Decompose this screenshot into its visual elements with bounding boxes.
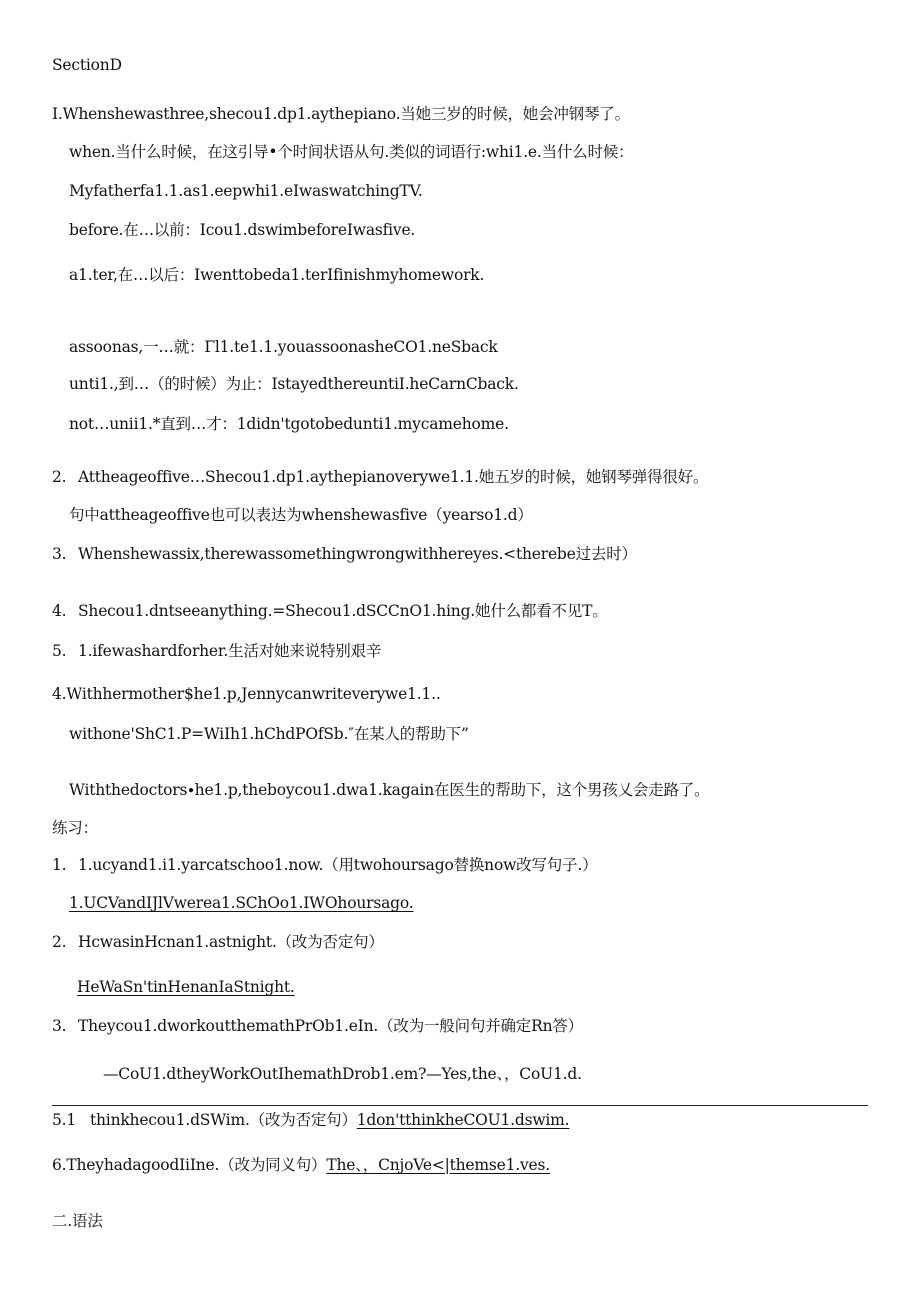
exercise-heading: 练习：: [52, 819, 98, 837]
point-2-text: Attheageoffive…Shecou1.dp1.aythepianoverywe1.1.她五岁的时候，她钢琴弹得很好。: [78, 468, 709, 486]
exercise-6: [52, 1155, 550, 1175]
exercise-3: [52, 1016, 583, 1036]
point-5: [52, 641, 381, 661]
point-2-note: 句中attheageoffive也可以表达为whenshewasfive（yearso1.d）: [69, 506, 533, 524]
example-after: a1.ter,在…以后：Iwenttobeda1.terIfinishmyhomework.: [69, 266, 485, 284]
example-assoonas: assoonas,一…就：Γl1.te1.1.youassoonasheCO1.neSback: [69, 338, 498, 356]
divider-line: [52, 1105, 868, 1106]
point-5-number: 5.: [52, 642, 67, 660]
point-1: I.Whenshewasthree,shecou1.dp1.aythepiano.当她三岁的时候，她会冲钢琴了。: [52, 105, 630, 123]
point-4-text: Shecou1.dntseeanything.=Shecou1.dSCCnO1.hing.她什么都看不见T。: [78, 602, 608, 620]
point-3-text: Whenshewassix,therewassomethingwrongwithhereyes.<therebe过去时）: [78, 545, 637, 563]
exercise-3-text: Theycou1.dworkoutthemathPrOb1.eIn.（改为一般问句并确定Rn答）: [78, 1017, 583, 1035]
exercise-5-text: thinkhecou1.dSWim.（改为否定句）: [90, 1111, 357, 1129]
exercise-3-answer: —CoU1.dtheyWorkOutIhemathDrob1.em?—Yes,the、，CoU1.d.: [103, 1065, 582, 1083]
exercise-1-text: 1.ucyand1.i1.yarcatschoo1.now.（用twohoursago替换now改写句子.）: [78, 856, 598, 874]
point-4-number: 4.: [52, 602, 67, 620]
example-while: Myfatherfa1.1.as1.eepwhi1.eIwaswatchingTV.: [69, 182, 423, 200]
exercise-5-number: 5.1: [52, 1111, 77, 1129]
point-3-number: 3.: [52, 545, 67, 563]
exercise-2-text: HcwasinHcnan1.astnight.（改为否定句）: [78, 933, 384, 951]
point-2: [52, 467, 708, 487]
exercise-2-answer: HeWaSn'tinHenanIaStnight.: [77, 978, 295, 996]
exercise-1: [52, 855, 597, 875]
point-with-help: 4.Withhermother$he1.p,Jennycanwriteverywe1.1..: [52, 685, 441, 703]
example-not-until: not…unii1.*直到…才：1didn'tgotobedunti1.mycamehome.: [69, 415, 509, 433]
exercise-1-answer: 1.UCVandIJlVwerea1.SChOo1.IWOhoursago.: [69, 894, 414, 912]
exercise-5-answer: 1don'tthinkheCOU1.dswim.: [356, 1111, 570, 1129]
point-4: [52, 601, 608, 621]
with-help-example: Withthedoctors∙he1.p,theboycou1.dwa1.kagain在医生的帮助下，这个男孩乂会走路了。: [69, 781, 710, 799]
exercise-6-text: 6.TheyhadagoodIiIne.（改为同义句）: [52, 1156, 327, 1174]
point-3: [52, 544, 637, 564]
exercise-2-number: 2.: [52, 933, 67, 951]
example-until: unti1.,到…（的时候）为止：IstayedthereuntiI.heCarnCback.: [69, 375, 519, 393]
section-title: SectionD: [52, 56, 122, 74]
point-2-number: 2.: [52, 468, 67, 486]
exercise-5: [52, 1110, 569, 1130]
exercise-3-number: 3.: [52, 1017, 67, 1035]
exercise-1-number: 1.: [52, 856, 67, 874]
example-before: before.在…以前：Icou1.dswimbeforeIwasfive.: [69, 221, 416, 239]
with-help-phrase: withone'ShC1.P=WiIh1.hChdPOfSb.″在某人的帮助下”: [69, 725, 469, 743]
grammar-heading: 二.语法: [52, 1212, 103, 1230]
exercise-2: [52, 932, 384, 952]
exercise-6-answer: The、，CnjoVe<|themse1.ves.: [326, 1156, 551, 1174]
point-5-text: 1.ifewashardforher.生活对她来说特别艰辛: [78, 642, 382, 660]
when-explanation: when.当什么时候，在这引导•个时间状语从句.类似的词语行:whi1.e.当什么时候：: [69, 143, 634, 161]
